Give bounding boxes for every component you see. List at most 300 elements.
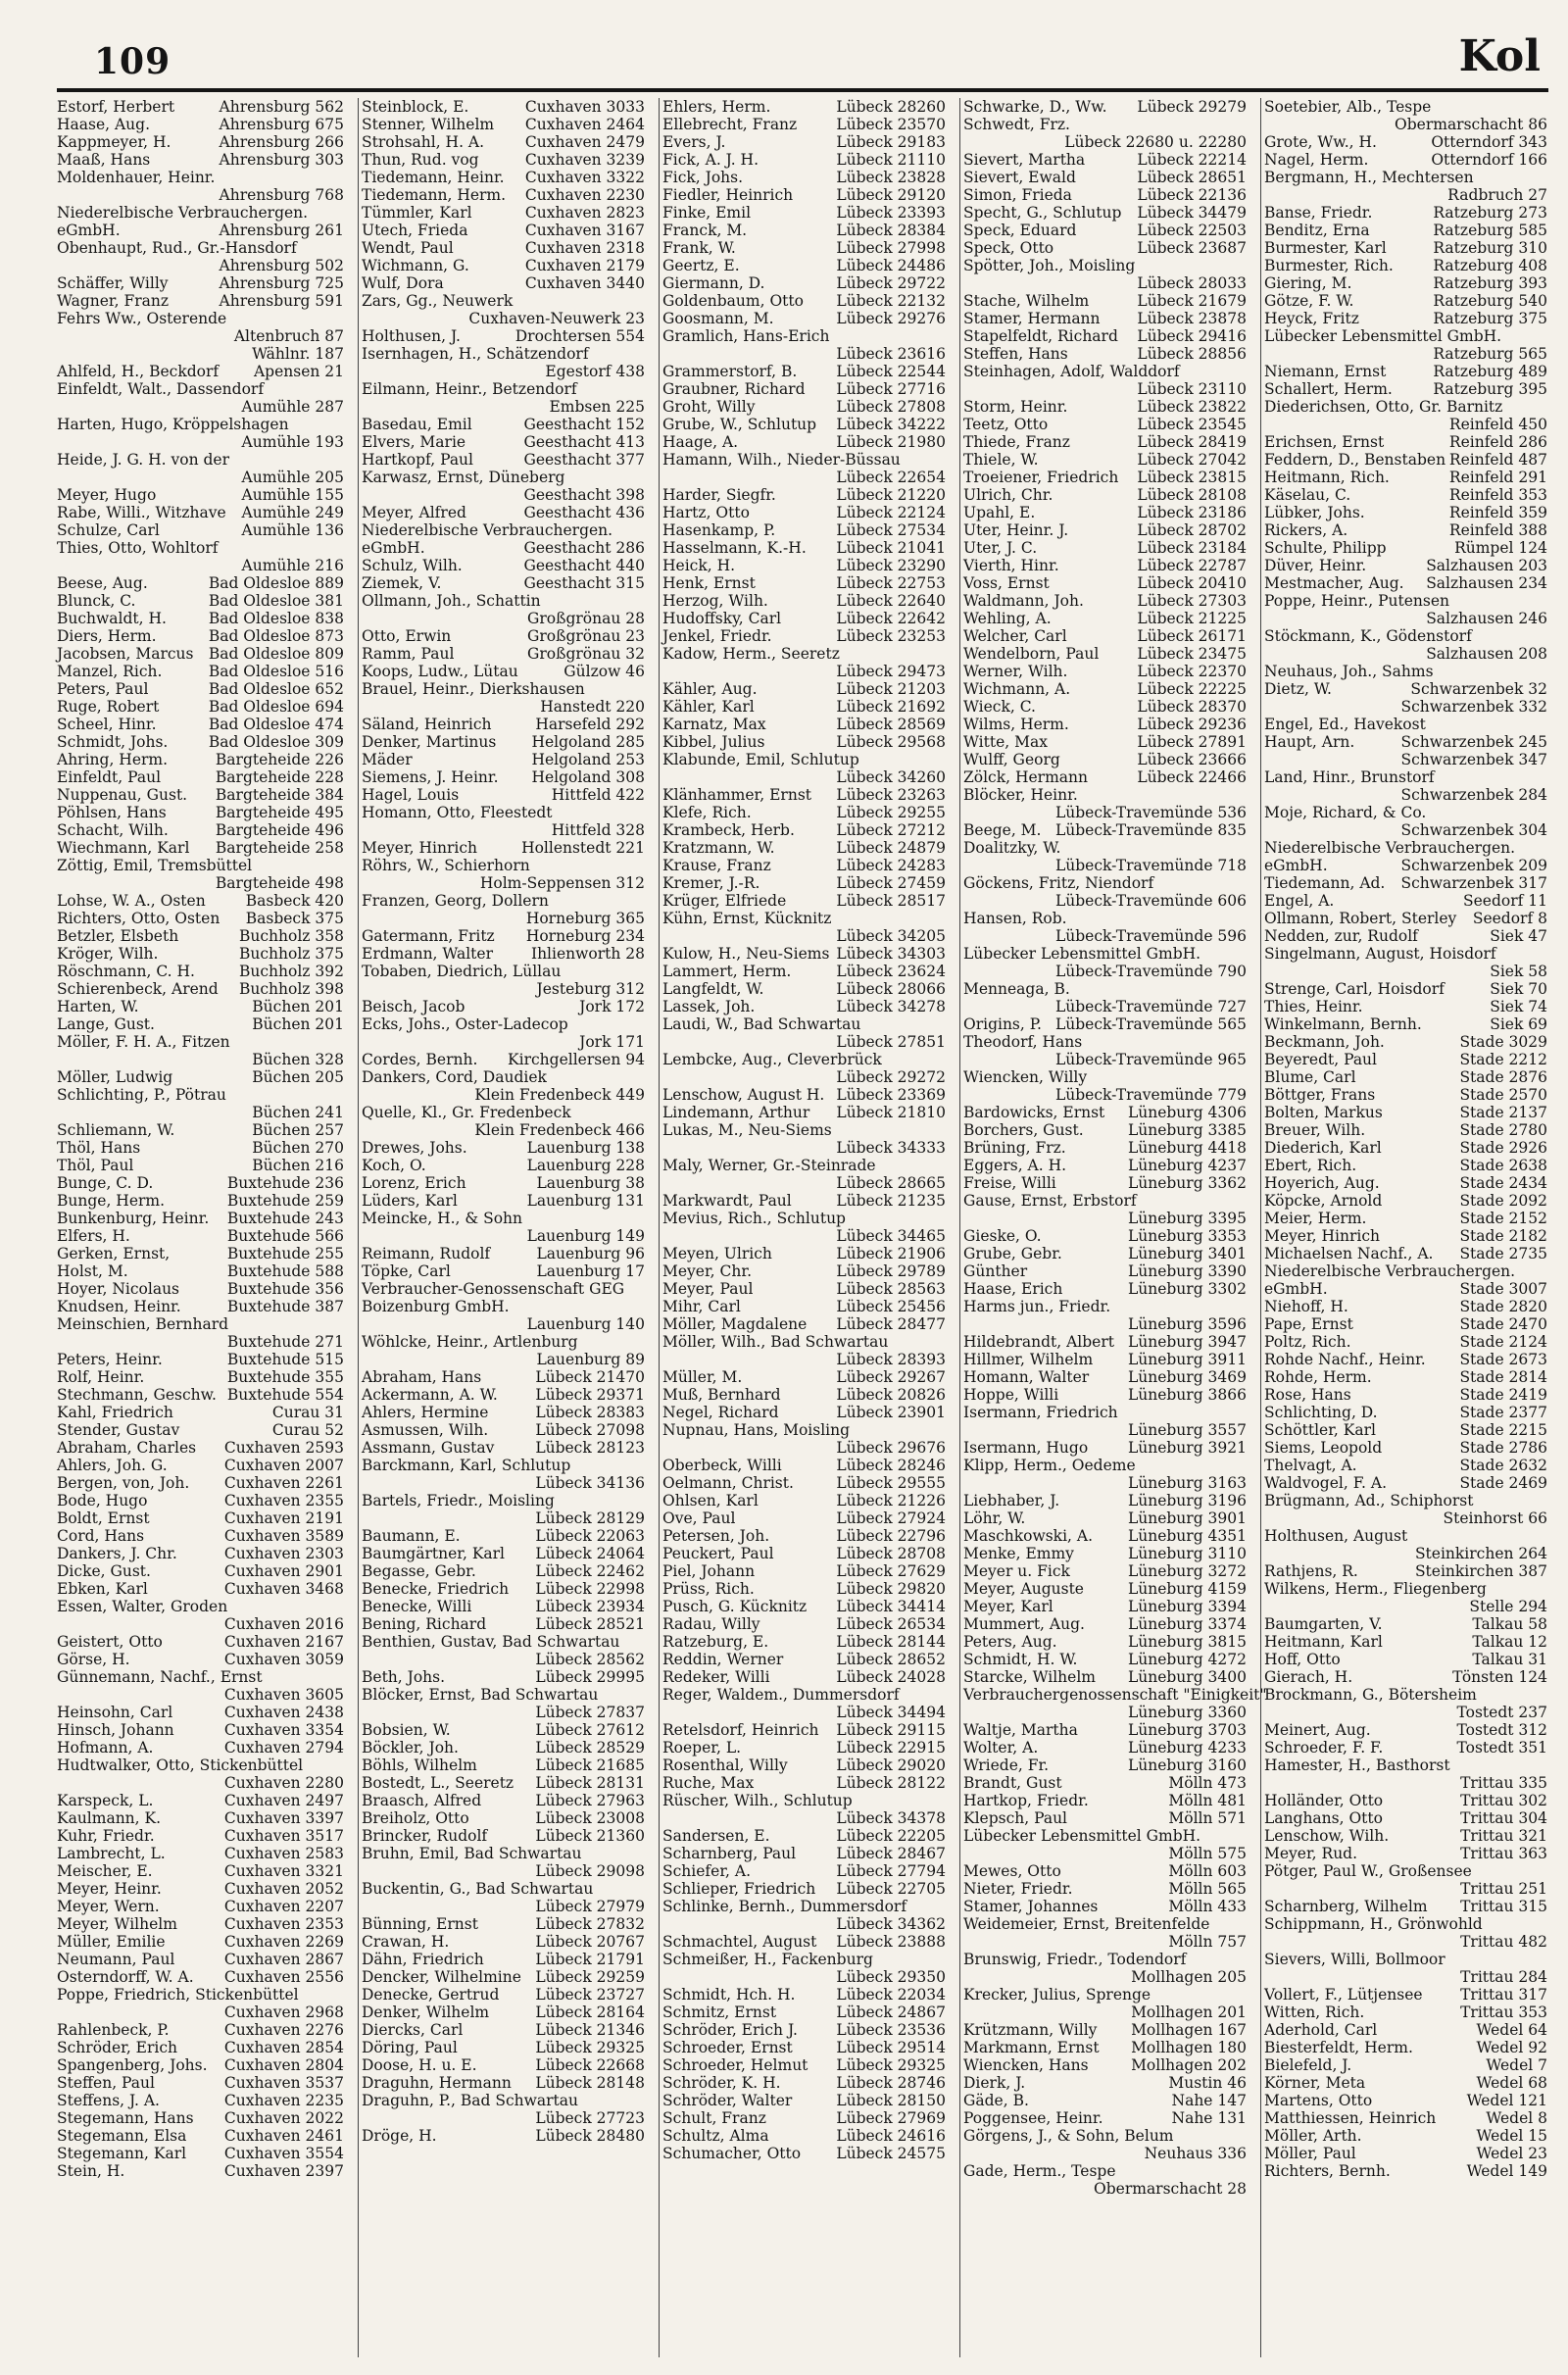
entry-name: Hamester, H., Basthorst [1264, 1757, 1450, 1774]
directory-entry [362, 222, 645, 239]
entry-place-number: Seedorf 11 [1462, 892, 1547, 910]
entry-place-number: Stade 2124 [1459, 1333, 1547, 1351]
directory-entry [963, 839, 1247, 857]
directory-entry [662, 1827, 946, 1845]
entry-name: Origins, P. [963, 1015, 1042, 1033]
entry-place-number: Seedorf 8 [1472, 910, 1547, 927]
entry-place-number: Buxtehude 387 [226, 1298, 344, 1315]
entry-place-number: Siek 70 [1490, 980, 1547, 998]
directory-entry [57, 1986, 344, 2004]
directory-entry [57, 433, 344, 451]
entry-name: Ruche, Max [662, 1774, 755, 1792]
directory-entry [362, 1862, 645, 1880]
directory-entry [662, 327, 946, 345]
directory-entry [963, 1139, 1247, 1157]
directory-entry [963, 1298, 1247, 1315]
directory-entry [662, 1386, 946, 1404]
directory-entry [963, 274, 1247, 292]
entry-name: Schroeder, Ernst [662, 2039, 793, 2056]
entry-place-number: Helgoland 285 [531, 733, 645, 751]
entry-place-number: Buchholz 398 [239, 980, 344, 998]
entry-name: Buckentin, G., Bad Schwartau [362, 1880, 594, 1898]
directory-entry [963, 645, 1247, 663]
directory-entry [1264, 521, 1547, 539]
entry-place-number: Trittau 335 [1460, 1774, 1547, 1792]
entry-name: Mewes, Otto [963, 1862, 1061, 1880]
directory-entry [57, 1509, 344, 1527]
entry-name: Starcke, Wilhelm [963, 1668, 1096, 1686]
directory-entry [57, 257, 344, 274]
directory-entry [662, 133, 946, 151]
entry-place-number: Stade 2469 [1459, 1474, 1547, 1492]
entry-name: Markmann, Ernst [963, 2039, 1100, 2056]
entry-name: Köpcke, Arnold [1264, 1192, 1383, 1210]
directory-entry [1264, 998, 1547, 1015]
entry-place-number: Ahrensburg 591 [219, 292, 344, 310]
entry-place-number: Lübeck 22370 [1137, 663, 1247, 680]
entry-place-number: Schwarzenbek 317 [1400, 874, 1547, 892]
entry-name: Meyer, Heinr. [57, 1880, 162, 1898]
entry-name: Land, Hinr., Brunstorf [1264, 768, 1435, 786]
directory-entry [963, 1774, 1247, 1792]
entry-name: Spötter, Joh., Moisling [963, 257, 1136, 274]
directory-entry [662, 1774, 946, 1792]
entry-name: Dankers, J. Chr. [57, 1545, 177, 1562]
entry-name: Meyer, Auguste [963, 1580, 1084, 1598]
directory-entry [362, 1651, 645, 1668]
directory-entry [362, 1333, 645, 1351]
directory-entry [57, 1351, 344, 1368]
directory-entry [963, 1651, 1247, 1668]
entry-place-number: Cuxhaven 2464 [524, 116, 645, 133]
directory-entry [57, 469, 344, 486]
directory-entry [963, 821, 1247, 839]
directory-entry [362, 398, 645, 416]
entry-name: Lohse, W. A., Osten [57, 892, 206, 910]
entry-place-number: Schwarzenbek 209 [1400, 857, 1547, 874]
directory-entry [662, 680, 946, 698]
directory-entry [662, 980, 946, 998]
entry-place-number: Lübeck 28467 [836, 1845, 946, 1862]
entry-place-number: Reinfeld 353 [1448, 486, 1547, 504]
directory-entry [662, 1721, 946, 1739]
entry-place-number: Lübeck 28370 [1137, 698, 1247, 716]
directory-entry [57, 116, 344, 133]
directory-entry [662, 1509, 946, 1527]
entry-place-number: Cuxhaven 2794 [223, 1739, 344, 1757]
directory-entry [57, 716, 344, 733]
entry-name: Uter, J. C. [963, 539, 1038, 557]
entry-name: Bobsien, W. [362, 1721, 451, 1739]
entry-place-number: Reinfeld 291 [1448, 469, 1547, 486]
entry-name: Meyer, Paul [662, 1280, 754, 1298]
directory-entry [362, 1227, 645, 1245]
entry-name: Richters, Otto, Osten [57, 910, 220, 927]
directory-entry [362, 2092, 645, 2109]
entry-place-number: Lübeck 26534 [836, 1615, 946, 1633]
entry-name: Meyer, Chr. [662, 1262, 753, 1280]
directory-entry [57, 1157, 344, 1174]
entry-name: Drewes, Johs. [362, 1139, 467, 1157]
entry-name: Hillmer, Wilhelm [963, 1351, 1094, 1368]
entry-place-number: Lübeck 27212 [836, 821, 946, 839]
entry-place-number: Cuxhaven 2823 [524, 204, 645, 222]
entry-name: Meyer, Karl [963, 1598, 1054, 1615]
entry-place-number: Lüneburg 3395 [1127, 1210, 1247, 1227]
entry-place-number: Radbruch 27 [1447, 186, 1547, 204]
entry-place-number: Lübeck 28108 [1137, 486, 1247, 504]
directory-entry [362, 1068, 645, 1086]
entry-place-number: Rümpel 124 [1454, 539, 1547, 557]
entry-name: Maly, Werner, Gr.-Steinrade [662, 1157, 876, 1174]
directory-entry [963, 1968, 1247, 1986]
directory-entry [963, 610, 1247, 627]
entry-name: Franck, M. [662, 222, 748, 239]
entry-name: Niederelbische Verbrauchergen. [1264, 839, 1516, 857]
entry-place-number: Bad Oldesloe 381 [208, 592, 344, 610]
entry-place-number: Wedel 92 [1476, 2039, 1547, 2056]
directory-entry [362, 1139, 645, 1157]
directory-entry [57, 1668, 344, 1686]
entry-place-number: Ratzeburg 395 [1433, 380, 1547, 398]
directory-entry [963, 2145, 1247, 2162]
entry-name: Poltz, Rich. [1264, 1333, 1351, 1351]
entry-name: Lübecker Lebensmittel GmbH. [963, 1827, 1201, 1845]
entry-name: Niehoff, H. [1264, 1298, 1348, 1315]
directory-entry [1264, 1245, 1547, 1262]
entry-place-number: Lübeck 28131 [535, 1774, 645, 1792]
entry-name: Troeiener, Friedrich [963, 469, 1119, 486]
entry-name: Pusch, G. Kücknitz [662, 1598, 808, 1615]
entry-name: Benecke, Willi [362, 1598, 472, 1615]
directory-entry [57, 1051, 344, 1068]
entry-name: Scharnberg, Paul [662, 1845, 797, 1862]
directory-entry [1264, 1880, 1547, 1898]
directory-entry [362, 1792, 645, 1809]
directory-entry [963, 680, 1247, 698]
directory-entry [662, 733, 946, 751]
entry-name: Weidemeier, Ernst, Breitenfelde [963, 1915, 1210, 1933]
directory-entry [57, 486, 344, 504]
directory-entry [362, 1598, 645, 1615]
entry-place-number: Lüneburg 3196 [1127, 1492, 1247, 1509]
entry-place-number: Lübeck 28665 [836, 1174, 946, 1192]
entry-name: Schröder, Erich J. [662, 2021, 798, 2039]
directory-entry [1264, 1086, 1547, 1104]
directory-entry [963, 892, 1247, 910]
entry-place-number: Klein Fredenbeck 449 [474, 1086, 645, 1104]
entry-name: Holthusen, August [1264, 1527, 1408, 1545]
entry-name: Waldvogel, F. A. [1264, 1474, 1388, 1492]
directory-entry [963, 239, 1247, 257]
directory-entry [1264, 1509, 1547, 1527]
directory-entry [57, 1192, 344, 1210]
entry-place-number: Buxtehude 259 [226, 1192, 344, 1210]
entry-name: Evers, J. [662, 133, 726, 151]
entry-place-number: Lübeck 28033 [1137, 274, 1247, 292]
entry-name: Moje, Richard, & Co. [1264, 804, 1427, 821]
entry-place-number: Lübeck 29020 [836, 1757, 946, 1774]
entry-name: Peters, Heinr. [57, 1351, 163, 1368]
entry-place-number: Lübeck 21679 [1137, 292, 1247, 310]
entry-name: Storm, Heinr. [963, 398, 1068, 416]
directory-entry [963, 557, 1247, 574]
entry-place-number: Lübeck 22998 [535, 1580, 645, 1598]
entry-place-number: Lübeck 21692 [836, 698, 946, 716]
entry-place-number: Schwarzenbek 347 [1400, 751, 1547, 768]
entry-name: Otto, Erwin [362, 627, 452, 645]
entry-name: Zöttig, Emil, Tremsbüttel [57, 857, 253, 874]
directory-entry [963, 257, 1247, 274]
entry-name: Hartkop, Friedr. [963, 1792, 1089, 1809]
entry-name: Säland, Heinrich [362, 716, 492, 733]
entry-place-number: Cuxhaven 2276 [223, 2021, 344, 2039]
entry-place-number: Lübeck 23878 [1137, 310, 1247, 327]
directory-entry [662, 274, 946, 292]
entry-name: Gierach, H. [1264, 1668, 1353, 1686]
directory-entry [1264, 1668, 1547, 1686]
directory-entry [1264, 1368, 1547, 1386]
entry-place-number: Lauenburg 138 [526, 1139, 645, 1157]
directory-entry [662, 1845, 946, 1862]
directory-entry [57, 2056, 344, 2074]
entry-name: Giermann, D. [662, 274, 765, 292]
entry-name: Meyer, Alfred [362, 504, 466, 521]
directory-entry [963, 133, 1247, 151]
directory-entry [963, 592, 1247, 610]
directory-entry [662, 2004, 946, 2021]
directory-entry [1264, 1633, 1547, 1651]
entry-place-number: Horneburg 365 [525, 910, 645, 927]
directory-entry [963, 874, 1247, 892]
entry-place-number: Steinkirchen 387 [1414, 1562, 1547, 1580]
directory-entry [662, 186, 946, 204]
directory-entry [662, 1968, 946, 1986]
directory-entry [963, 945, 1247, 963]
directory-entry [362, 1827, 645, 1845]
directory-entry [963, 1580, 1247, 1598]
entry-name: Rose, Hans [1264, 1386, 1351, 1404]
directory-entry [963, 2127, 1247, 2145]
directory-entry [662, 1033, 946, 1051]
directory-entry [1264, 1404, 1547, 1421]
entry-place-number: Lübeck 22132 [836, 292, 946, 310]
entry-name: Thies, Heinr. [1264, 998, 1363, 1015]
directory-entry [362, 627, 645, 645]
entry-name: Stache, Wilhelm [963, 292, 1090, 310]
entry-name: Ulrich, Chr. [963, 486, 1054, 504]
entry-place-number: Lübeck 24064 [535, 1545, 645, 1562]
entry-place-number: Buchholz 358 [239, 927, 344, 945]
directory-entry [963, 469, 1247, 486]
entry-name: Sandersen, E. [662, 1827, 770, 1845]
entry-place-number: Buxtehude 554 [226, 1386, 344, 1404]
entry-place-number: Schwarzenbek 332 [1400, 698, 1547, 716]
entry-name: Essen, Walter, Groden [57, 1598, 228, 1615]
directory-entry [57, 733, 344, 751]
entry-name: Piel, Johann [662, 1562, 756, 1580]
entry-place-number: Lübeck 29473 [836, 663, 946, 680]
directory-entry [963, 1210, 1247, 1227]
directory-entry [57, 1015, 344, 1033]
entry-place-number: Lübeck 23666 [1137, 751, 1247, 768]
entry-name: Lambrecht, L. [57, 1845, 166, 1862]
directory-entry [57, 839, 344, 857]
directory-entry [362, 345, 645, 363]
entry-place-number: Lübeck 34362 [836, 1915, 946, 1933]
entry-name: Lange, Gust. [57, 1015, 155, 1033]
entry-name: Goosmann, M. [662, 310, 774, 327]
entry-place-number: Mölln 603 [1168, 1862, 1247, 1880]
entry-name: Harder, Siegfr. [662, 486, 776, 504]
entry-place-number: Cuxhaven 2191 [223, 1509, 344, 1527]
entry-name: Witten, Rich. [1264, 2004, 1365, 2021]
entry-place-number: Lüneburg 3272 [1127, 1562, 1247, 1580]
entry-name: Goldenbaum, Otto [662, 292, 804, 310]
entry-name: Matthiessen, Heinrich [1264, 2109, 1437, 2127]
directory-entry [57, 151, 344, 169]
entry-place-number: Lübeck 27794 [836, 1862, 946, 1880]
entry-place-number: Lübeck 27808 [836, 398, 946, 416]
entry-place-number: Wählnr. 187 [252, 345, 344, 363]
entry-place-number: Siek 58 [1490, 963, 1547, 980]
entry-name: Menke, Emmy [963, 1545, 1074, 1562]
directory-entry [362, 716, 645, 733]
entry-place-number: Salzhausen 203 [1426, 557, 1547, 574]
entry-name: Schroeder, Helmut [662, 2056, 808, 2074]
directory-entry [362, 821, 645, 839]
directory-entry [362, 839, 645, 857]
directory-entry [1264, 2004, 1547, 2021]
entry-place-number: Großgrönau 23 [527, 627, 645, 645]
entry-name: Möller, Arth. [1264, 2127, 1362, 2145]
entry-name: Abraham, Charles [57, 1439, 197, 1457]
directory-entry [662, 1051, 946, 1068]
entry-place-number: Salzhausen 234 [1426, 574, 1547, 592]
entry-name: Schäffer, Willy [57, 274, 169, 292]
entry-place-number: Lübeck 34465 [836, 1227, 946, 1245]
directory-entry [57, 998, 344, 1015]
entry-place-number: Büchen 257 [252, 1121, 344, 1139]
directory-entry [362, 1262, 645, 1280]
entry-name: Brunswig, Friedr., Todendorf [963, 1951, 1187, 1968]
directory-entry [662, 1562, 946, 1580]
directory-entry [362, 2109, 645, 2127]
directory-entry [57, 663, 344, 680]
directory-entry [362, 327, 645, 345]
entry-place-number: Lübeck 27979 [535, 1898, 645, 1915]
directory-column-3 [659, 98, 946, 2357]
entry-name: Isermann, Hugo [963, 1439, 1089, 1457]
directory-entry [57, 2074, 344, 2092]
entry-place-number: Reinfeld 286 [1448, 433, 1547, 451]
entry-place-number: Cuxhaven 3322 [524, 169, 645, 186]
entry-place-number: Trittau 321 [1460, 1827, 1547, 1845]
entry-place-number: Lübeck 28708 [836, 1545, 946, 1562]
entry-place-number: Lübeck 22503 [1137, 222, 1247, 239]
entry-place-number: Lübeck 27303 [1137, 592, 1247, 610]
entry-place-number: Otterndorf 166 [1431, 151, 1547, 169]
entry-place-number: Neuhaus 336 [1144, 2145, 1247, 2162]
entry-name: Gramlich, Hans-Erich [662, 327, 830, 345]
entry-place-number: Lübeck 29098 [535, 1862, 645, 1880]
directory-entry [1264, 1210, 1547, 1227]
entry-place-number: Lüneburg 3947 [1127, 1333, 1247, 1351]
directory-entry [57, 1580, 344, 1598]
entry-place-number: Lübeck 23828 [836, 169, 946, 186]
directory-entry [362, 98, 645, 116]
directory-entry [57, 874, 344, 892]
entry-name: Tiedemann, Herm. [362, 186, 507, 204]
entry-place-number: Gülzow 46 [564, 663, 645, 680]
directory-entry [362, 1174, 645, 1192]
entry-name: Grube, W., Schlutup [662, 416, 817, 433]
entry-name: Schmidt, Hch. H. [662, 1986, 796, 2004]
entry-name: Meyer u. Fick [963, 1562, 1070, 1580]
entry-place-number: Büchen 201 [252, 1015, 344, 1033]
entry-name: Holländer, Otto [1264, 1792, 1384, 1809]
directory-entry [963, 1033, 1247, 1051]
directory-entry [362, 1757, 645, 1774]
entry-place-number: Wedel 15 [1476, 2127, 1547, 2145]
entry-name: Bartels, Friedr., Moisling [362, 1492, 555, 1509]
directory-entry [362, 1845, 645, 1862]
entry-name: Meischer, E. [57, 1862, 153, 1880]
directory-entry [362, 151, 645, 169]
directory-entry [57, 2145, 344, 2162]
entry-place-number: Lübeck 28164 [535, 2004, 645, 2021]
entry-name: Ove, Paul [662, 1509, 736, 1527]
entry-name: Eilmann, Heinr., Betzendorf [362, 380, 577, 398]
entry-place-number: Lübeck 23570 [836, 116, 946, 133]
entry-name: Hildebrandt, Albert [963, 1333, 1114, 1351]
directory-entry [1264, 574, 1547, 592]
directory-entry [662, 2145, 946, 2162]
entry-name: Dierk, J. [963, 2074, 1026, 2092]
entry-name: Blume, Carl [1264, 1068, 1356, 1086]
entry-place-number: Jork 172 [579, 998, 645, 1015]
directory-entry [1264, 1933, 1547, 1951]
entry-name: Wehling, A. [963, 610, 1052, 627]
directory-entry [662, 380, 946, 398]
entry-name: Gieske, O. [963, 1227, 1042, 1245]
entry-place-number: Buxtehude 566 [226, 1227, 344, 1245]
directory-column-1 [57, 98, 344, 2357]
directory-entry [963, 1880, 1247, 1898]
directory-entry [1264, 1015, 1547, 1033]
entry-name: Draguhn, P., Bad Schwartau [362, 2092, 579, 2109]
directory-entry [662, 1333, 946, 1351]
entry-place-number: Geesthacht 398 [523, 486, 645, 504]
directory-entry [1264, 345, 1547, 363]
directory-entry [57, 1633, 344, 1651]
directory-entry [362, 469, 645, 486]
entry-place-number: Lübeck 29120 [836, 186, 946, 204]
entry-name: Baumgärtner, Karl [362, 1545, 506, 1562]
page-number: 109 [94, 41, 172, 82]
entry-name: Basedau, Emil [362, 416, 472, 433]
directory-entry [1264, 1968, 1547, 1986]
entry-name: Banse, Friedr. [1264, 204, 1373, 222]
entry-place-number: Lüneburg 3921 [1127, 1439, 1247, 1457]
directory-entry [662, 1121, 946, 1139]
directory-entry [362, 557, 645, 574]
directory-entry [57, 2021, 344, 2039]
entry-name: Liebhaber, J. [963, 1492, 1060, 1509]
entry-name: Kadow, Herm., Seeretz [662, 645, 840, 663]
entry-place-number: Cuxhaven 2804 [223, 2056, 344, 2074]
entry-name: Gade, Herm., Tespe [963, 2162, 1116, 2180]
